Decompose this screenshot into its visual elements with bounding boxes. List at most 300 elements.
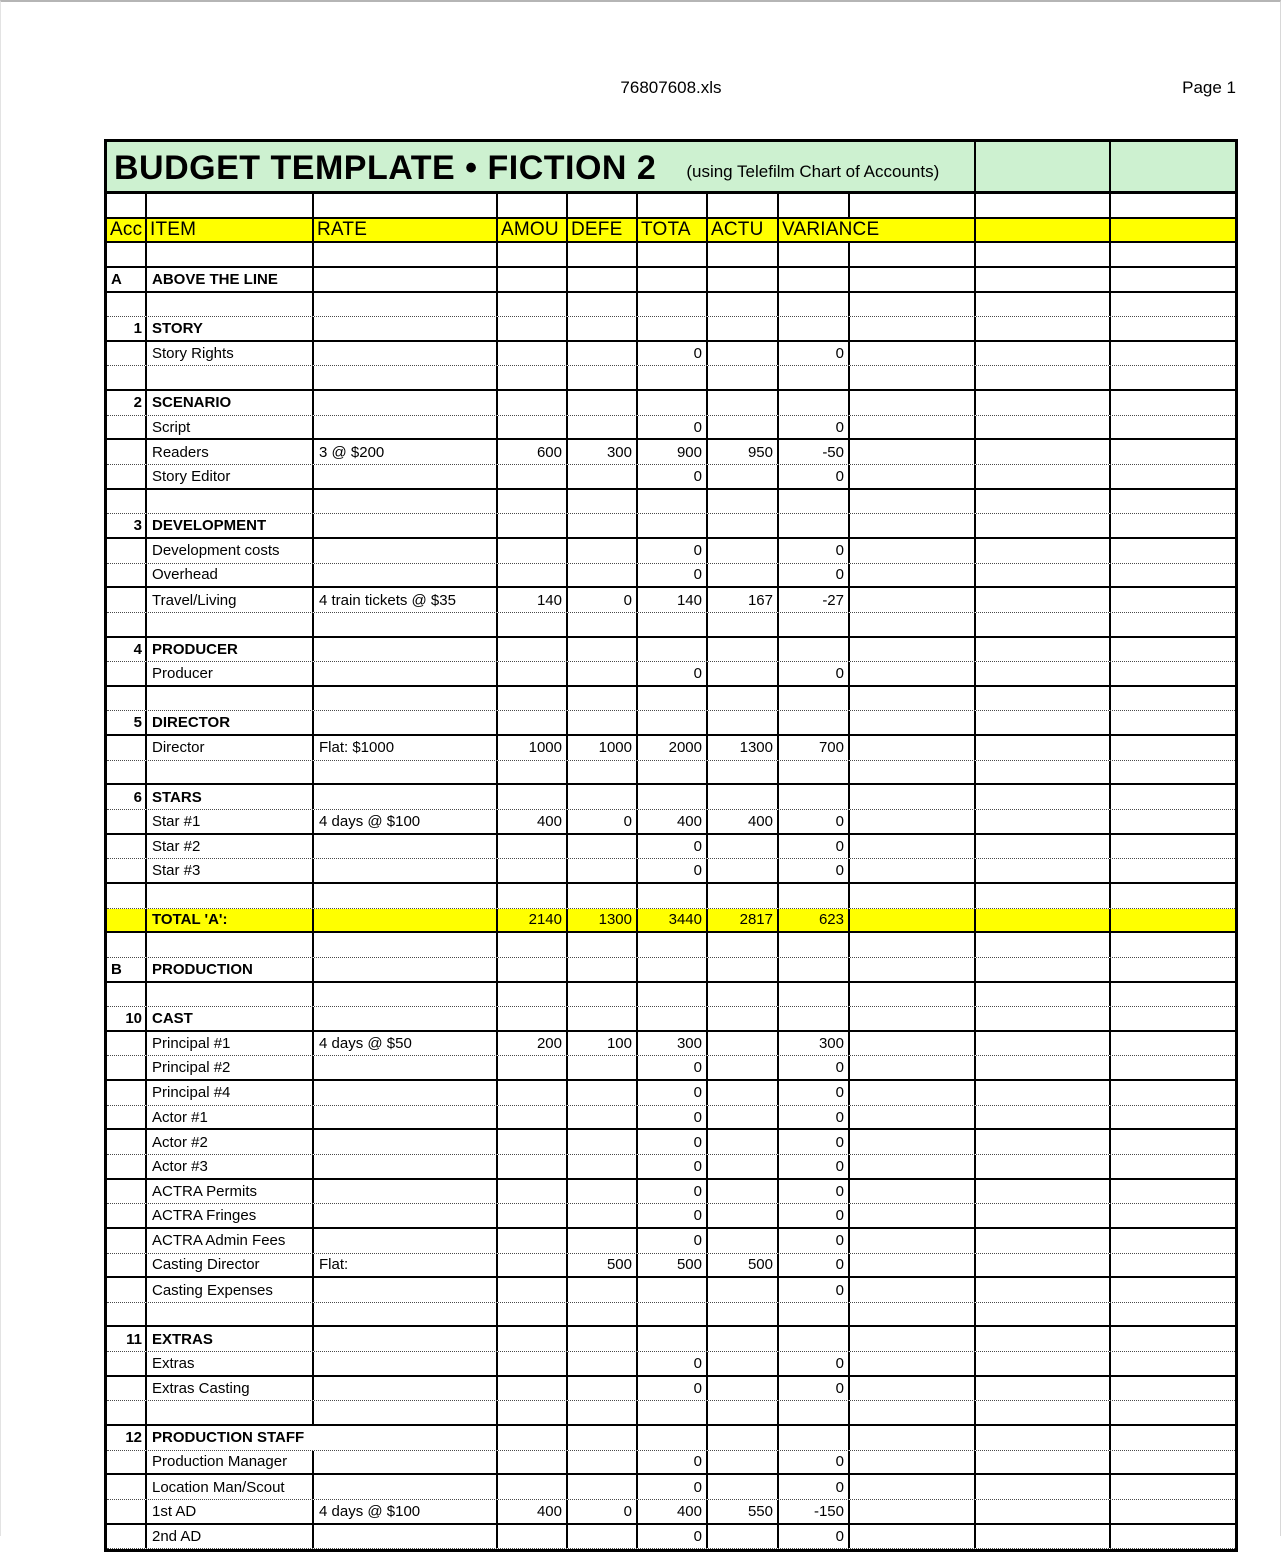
cell-blank (1111, 490, 1235, 514)
cell-blank (850, 416, 976, 439)
cell-amount (498, 194, 568, 217)
cell-rate (314, 366, 498, 389)
cell-blank (850, 1451, 976, 1474)
cell-item: Actor #1 (147, 1106, 314, 1129)
cell-rate (314, 1180, 498, 1204)
cell-amount (498, 1451, 568, 1474)
cell-blank (850, 1056, 976, 1079)
cell-blank (850, 662, 976, 685)
section-header-row (107, 958, 1235, 983)
cell-blank (850, 588, 976, 612)
cell-total: 0 (638, 539, 708, 563)
cell-account (107, 465, 147, 488)
cell-rate (314, 761, 498, 784)
cell-blank (1111, 835, 1235, 859)
cell-rate (314, 514, 498, 537)
cell-rate: 4 train tickets @ $35 (314, 588, 498, 612)
cell-rate (314, 1327, 498, 1351)
cell-account (107, 440, 147, 464)
cell-actual (708, 1155, 779, 1178)
cell-rate (314, 391, 498, 415)
cell-blank (976, 761, 1111, 784)
cell-account (107, 736, 147, 760)
cell-item: Principal #1 (147, 1032, 314, 1056)
cell-item: Casting Expenses (147, 1278, 314, 1302)
cell-blank (850, 465, 976, 488)
cell-amount: 600 (498, 440, 568, 464)
cell-amount: 200 (498, 1032, 568, 1056)
cell-deferral (568, 1081, 638, 1105)
cell-rate (314, 638, 498, 662)
cell-variance: 0 (779, 1204, 850, 1227)
cell-total: 300 (638, 1032, 708, 1056)
cell-total: 2000 (638, 736, 708, 760)
cell-item: Story Editor (147, 465, 314, 488)
cell-rate (314, 1278, 498, 1302)
cell-variance: 0 (779, 810, 850, 833)
cell-total: 0 (638, 1130, 708, 1154)
cell-blank (850, 933, 976, 957)
cell-blank (850, 243, 976, 266)
cell-amount (498, 391, 568, 415)
cell-amount (498, 884, 568, 908)
cell-actual (708, 1451, 779, 1474)
cell-item (147, 884, 314, 908)
spacer-row (107, 687, 1235, 712)
cell-actual (708, 761, 779, 784)
cell-blank (1111, 465, 1235, 488)
cell-blank (1111, 243, 1235, 266)
cell-deferral (568, 884, 638, 908)
cell-actual (708, 1204, 779, 1227)
cell-variance: -27 (779, 588, 850, 612)
cell-variance (779, 317, 850, 340)
cell-amount (498, 1426, 568, 1450)
cell-total: 500 (638, 1254, 708, 1277)
title-blank-cell (976, 142, 1111, 191)
table-row (107, 564, 1235, 589)
cell-account: 6 (107, 785, 147, 809)
cell-account: 12 (107, 1426, 147, 1450)
cell-item: SCENARIO (147, 391, 314, 415)
cell-blank (1111, 1204, 1235, 1227)
cell-variance: 0 (779, 342, 850, 366)
cell-variance: 0 (779, 1180, 850, 1204)
cell-actual: 400 (708, 810, 779, 833)
cell-rate (314, 564, 498, 587)
cell-item: Travel/Living (147, 588, 314, 612)
table-row (107, 1500, 1235, 1525)
section-header-row (107, 1426, 1235, 1451)
cell-rate: 4 days @ $100 (314, 1500, 498, 1523)
cell-blank (1111, 416, 1235, 439)
cell-item: Actor #3 (147, 1155, 314, 1178)
cell-account (107, 1254, 147, 1277)
cell-deferral: 500 (568, 1254, 638, 1277)
cell-total: 400 (638, 1500, 708, 1523)
cell-deferral (568, 1401, 638, 1424)
cell-item: Casting Director (147, 1254, 314, 1277)
cell-rate (314, 933, 498, 957)
cell-variance (779, 514, 850, 537)
cell-blank (1111, 785, 1235, 809)
cell-blank (850, 983, 976, 1007)
cell-variance: 0 (779, 1451, 850, 1474)
cell-deferral (568, 859, 638, 882)
cell-account (107, 1081, 147, 1105)
cell-blank (976, 391, 1111, 415)
cell-actual (708, 1303, 779, 1326)
cell-amount (498, 1377, 568, 1401)
section-header-row (107, 638, 1235, 663)
cell-actual (708, 933, 779, 957)
cell-variance (779, 933, 850, 957)
cell-blank (976, 268, 1111, 291)
cell-item: ACTRA Fringes (147, 1204, 314, 1227)
cell-blank (1111, 366, 1235, 389)
cell-total (638, 933, 708, 957)
cell-account (107, 1303, 147, 1326)
cell-blank (976, 514, 1111, 537)
cell-item: Overhead (147, 564, 314, 587)
cell-blank (1111, 564, 1235, 587)
cell-blank (850, 440, 976, 464)
table-row (107, 465, 1235, 490)
cell-rate (314, 1106, 498, 1129)
cell-blank (1111, 711, 1235, 734)
cell-blank (1111, 1106, 1235, 1129)
cell-account (107, 1377, 147, 1401)
cell-rate (314, 1525, 498, 1549)
title-blank-cell (1111, 142, 1235, 191)
cell-actual (708, 711, 779, 734)
cell-amount (498, 1106, 568, 1129)
cell-deferral (568, 711, 638, 734)
cell-rate (314, 1130, 498, 1154)
cell-variance (779, 268, 850, 291)
cell-deferral (568, 1056, 638, 1079)
cell-variance: 0 (779, 539, 850, 563)
cell-blank (850, 366, 976, 389)
cell-total (638, 1278, 708, 1302)
cell-deferral (568, 983, 638, 1007)
cell-account: A (107, 268, 147, 291)
cell-blank (850, 958, 976, 981)
cell-item: TOTAL 'A': (147, 909, 314, 932)
cell-item: 1st AD (147, 1500, 314, 1523)
cell-variance: 0 (779, 1475, 850, 1499)
cell-account (107, 1056, 147, 1079)
cell-rate: Flat: $1000 (314, 736, 498, 760)
cell-actual: 500 (708, 1254, 779, 1277)
cell-blank (850, 342, 976, 366)
cell-account (107, 1180, 147, 1204)
cell-actual (708, 342, 779, 366)
cell-deferral (568, 268, 638, 291)
cell-total (638, 1426, 708, 1450)
cell-deferral (568, 416, 638, 439)
cell-blank (850, 1401, 976, 1424)
cell-amount (498, 761, 568, 784)
cell-blank (1111, 317, 1235, 340)
cell-item (147, 687, 314, 711)
cell-blank (976, 1229, 1111, 1253)
cell-total: 0 (638, 1229, 708, 1253)
cell-blank (850, 736, 976, 760)
cell-actual: 1300 (708, 736, 779, 760)
cell-account (107, 293, 147, 317)
cell-total: 0 (638, 1475, 708, 1499)
cell-blank (850, 1426, 976, 1450)
cell-blank (850, 1155, 976, 1178)
cell-total (638, 391, 708, 415)
cell-rate: 4 days @ $50 (314, 1032, 498, 1056)
cell-variance (779, 884, 850, 908)
total-row (107, 909, 1235, 934)
cell-deferral (568, 835, 638, 859)
cell-actual (708, 1401, 779, 1424)
cell-blank (976, 564, 1111, 587)
table-row (107, 1525, 1235, 1550)
table-title: BUDGET TEMPLATE • FICTION 2 (114, 148, 657, 187)
cell-blank (1111, 293, 1235, 317)
spacer-row (107, 884, 1235, 909)
cell-blank (850, 539, 976, 563)
cell-total: 0 (638, 1056, 708, 1079)
cell-blank (1111, 1426, 1235, 1450)
cell-account (107, 662, 147, 685)
cell-amount (498, 1204, 568, 1227)
cell-total: 900 (638, 440, 708, 464)
cell-actual (708, 1426, 779, 1450)
cell-item (147, 194, 314, 217)
cell-deferral: 1300 (568, 909, 638, 932)
cell-blank (976, 440, 1111, 464)
cell-blank (850, 1032, 976, 1056)
table-row (107, 1475, 1235, 1500)
cell-variance: 0 (779, 1081, 850, 1105)
cell-total (638, 711, 708, 734)
cell-variance: 0 (779, 859, 850, 882)
cell-total: 0 (638, 416, 708, 439)
cell-blank (850, 1254, 976, 1277)
cell-blank (1111, 884, 1235, 908)
cell-deferral (568, 342, 638, 366)
cell-amount (498, 1401, 568, 1424)
cell-item: DIRECTOR (147, 711, 314, 734)
cell-blank (976, 416, 1111, 439)
cell-actual (708, 1180, 779, 1204)
cell-item: ABOVE THE LINE (147, 268, 314, 291)
cell-actual (708, 884, 779, 908)
cell-account (107, 1500, 147, 1523)
table-row (107, 440, 1235, 465)
table-row (107, 1130, 1235, 1155)
cell-account: 2 (107, 391, 147, 415)
cell-total: 0 (638, 1106, 708, 1129)
cell-account (107, 342, 147, 366)
cell-actual (708, 1007, 779, 1030)
cell-blank (976, 366, 1111, 389)
cell-blank (976, 1352, 1111, 1375)
cell-actual (708, 1081, 779, 1105)
cell-rate: 3 @ $200 (314, 440, 498, 464)
cell-blank (976, 835, 1111, 859)
cell-actual (708, 1352, 779, 1375)
cell-rate (314, 835, 498, 859)
cell-blank (1111, 391, 1235, 415)
cell-total (638, 366, 708, 389)
cell-rate (314, 539, 498, 563)
cell-amount (498, 293, 568, 317)
cell-account (107, 933, 147, 957)
cell-variance (779, 243, 850, 266)
cell-item (147, 613, 314, 636)
cell-blank (1111, 440, 1235, 464)
cell-blank (976, 884, 1111, 908)
cell-amount: 400 (498, 810, 568, 833)
cell-actual (708, 1525, 779, 1549)
cell-total: 0 (638, 662, 708, 685)
cell-blank (1111, 1130, 1235, 1154)
cell-amount (498, 1130, 568, 1154)
cell-blank (976, 1106, 1111, 1129)
cell-item: Extras (147, 1352, 314, 1375)
cell-blank (976, 958, 1111, 981)
cell-variance: 0 (779, 1130, 850, 1154)
cell-blank (850, 1204, 976, 1227)
table-row (107, 1180, 1235, 1205)
cell-amount (498, 859, 568, 882)
cell-blank (850, 859, 976, 882)
cell-variance: 0 (779, 835, 850, 859)
cell-blank (850, 564, 976, 587)
cell-blank (850, 687, 976, 711)
cell-actual (708, 835, 779, 859)
cell-blank (976, 785, 1111, 809)
cell-deferral (568, 564, 638, 587)
cell-total (638, 1327, 708, 1351)
cell-total: 0 (638, 564, 708, 587)
cell-blank (976, 909, 1111, 932)
cell-actual (708, 416, 779, 439)
cell-deferral (568, 366, 638, 389)
cell-deferral (568, 1525, 638, 1549)
cell-account: 1 (107, 317, 147, 340)
cell-amount: 2140 (498, 909, 568, 932)
cell-actual: 2817 (708, 909, 779, 932)
cell-amount (498, 1278, 568, 1302)
cell-blank (976, 1377, 1111, 1401)
cell-rate (314, 1475, 498, 1499)
cell-actual (708, 243, 779, 266)
cell-amount (498, 983, 568, 1007)
cell-account (107, 194, 147, 217)
cell-blank (1111, 1327, 1235, 1351)
cell-amount (498, 835, 568, 859)
cell-total (638, 613, 708, 636)
cell-blank (1111, 909, 1235, 932)
cell-amount (498, 490, 568, 514)
table-row (107, 859, 1235, 884)
cell-blank (1111, 342, 1235, 366)
cell-deferral (568, 1278, 638, 1302)
spacer-row (107, 490, 1235, 515)
cell-blank (976, 588, 1111, 612)
cell-actual (708, 1106, 779, 1129)
print-header (104, 78, 1238, 102)
cell-actual (708, 514, 779, 537)
cell-amount (498, 514, 568, 537)
cell-actual (708, 194, 779, 217)
cell-blank (1111, 1155, 1235, 1178)
cell-account (107, 1106, 147, 1129)
cell-rate (314, 490, 498, 514)
cell-rate (314, 983, 498, 1007)
cell-actual: 550 (708, 1500, 779, 1523)
cell-actual (708, 268, 779, 291)
cell-variance: -150 (779, 1500, 850, 1523)
section-header-row (107, 1007, 1235, 1032)
cell-account (107, 859, 147, 882)
cell-total (638, 1303, 708, 1326)
cell-blank (1111, 1032, 1235, 1056)
cell-item (147, 293, 314, 317)
spacer-row (107, 933, 1235, 958)
cell-item: Star #3 (147, 859, 314, 882)
cell-actual (708, 687, 779, 711)
cell-blank (976, 1401, 1111, 1424)
cell-deferral (568, 1180, 638, 1204)
cell-rate (314, 1229, 498, 1253)
cell-item: Extras Casting (147, 1377, 314, 1401)
section-header-row (107, 711, 1235, 736)
table-row (107, 1352, 1235, 1377)
cell-item: Development costs (147, 539, 314, 563)
cell-deferral: 300 (568, 440, 638, 464)
cell-actual (708, 1130, 779, 1154)
spacer-row (107, 983, 1235, 1008)
table-row (107, 588, 1235, 613)
cell-actual (708, 983, 779, 1007)
cell-blank (1111, 1180, 1235, 1204)
cell-blank (1111, 1229, 1235, 1253)
cell-account (107, 1475, 147, 1499)
cell-amount (498, 662, 568, 685)
cell-blank (850, 391, 976, 415)
cell-account (107, 366, 147, 389)
cell-rate (314, 1377, 498, 1401)
cell-variance (779, 490, 850, 514)
column-header-total: TOTA (638, 219, 708, 242)
cell-item (147, 1303, 314, 1326)
cell-blank (850, 490, 976, 514)
cell-deferral (568, 539, 638, 563)
cell-deferral (568, 1204, 638, 1227)
cell-actual (708, 1032, 779, 1056)
cell-blank (850, 194, 976, 217)
cell-variance: 0 (779, 1377, 850, 1401)
cell-account (107, 539, 147, 563)
cell-blank (976, 810, 1111, 833)
cell-total (638, 268, 708, 291)
cell-total (638, 761, 708, 784)
cell-blank (1111, 1007, 1235, 1030)
table-row (107, 1032, 1235, 1057)
cell-actual (708, 638, 779, 662)
cell-rate (314, 785, 498, 809)
cell-variance (779, 1401, 850, 1424)
